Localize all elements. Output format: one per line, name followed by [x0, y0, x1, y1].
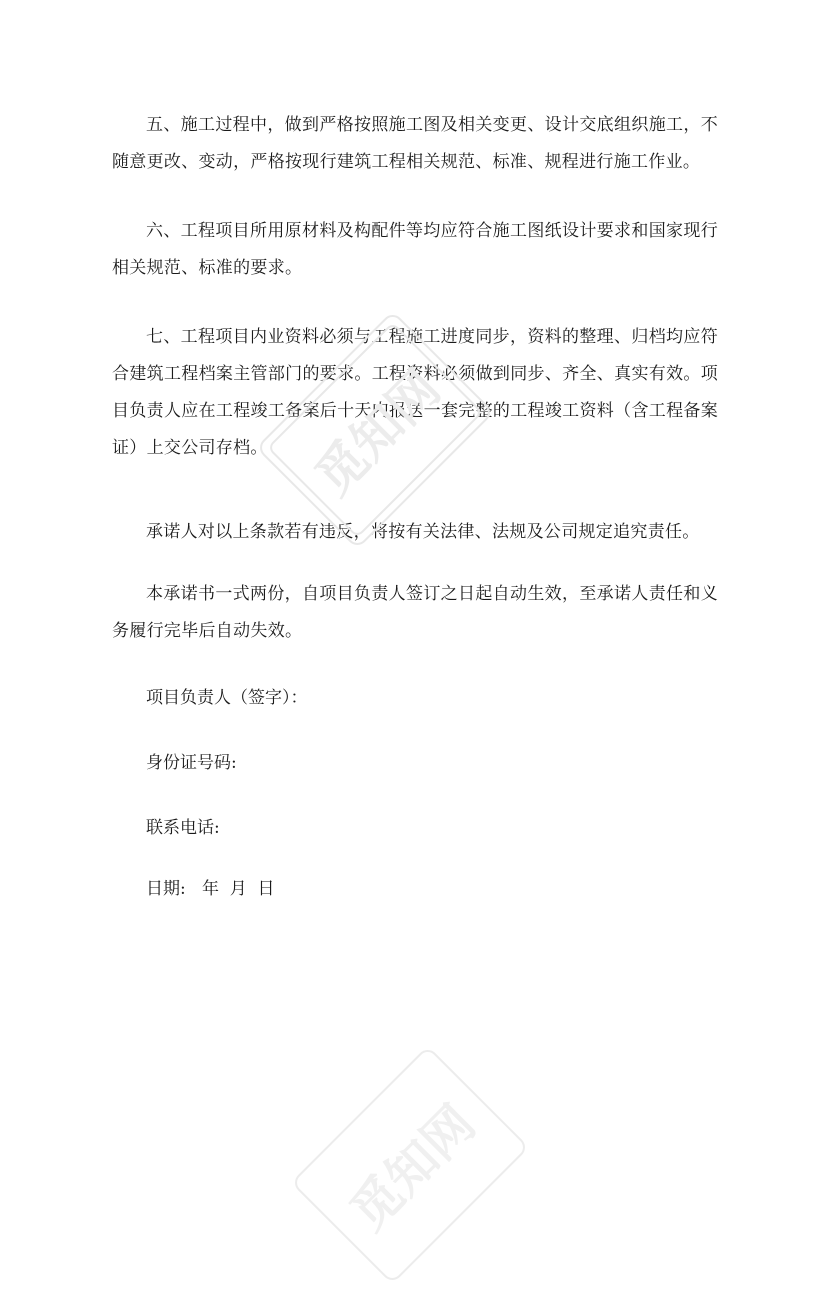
id-number-label: 身份证号码: [146, 753, 237, 773]
clause-five-paragraph: 五、施工过程中，做到严格按照施工图及相关变更、设计交底组织施工，不随意更改、变动，严格按现行建筑工程相关规范、标准、规程进行施工作业。 [112, 115, 718, 172]
liability-paragraph: 承诺人对以上条款若有违反，将按有关法律、法规及公司规定追究责任。 [146, 522, 700, 542]
date-label: 日期: 年 月 日 [146, 879, 275, 899]
watermark-text: 觅知网 [339, 1094, 487, 1242]
watermark-text: 觅知网 [304, 359, 452, 507]
clause-six-paragraph: 六、工程项目所用原材料及构配件等均应符合施工图纸设计要求和国家现行相关规范、标准的要求。 [112, 221, 718, 278]
clause-seven-paragraph: 七、工程项目内业资料必须与工程施工进度同步，资料的整理、归档均应符合建筑工程档案主管部门的要求。工程资料必须做到同步、齐全、真实有效。项目负责人应在工程竣工备案后十天内报送一套完整的工程竣工资料（含工程备案证）上交公司存档。 [112, 327, 718, 458]
validity-paragraph: 本承诺书一式两份，自项目负责人签订之日起自动生效，至承诺人责任和义务履行完毕后自动失效。 [112, 584, 718, 641]
contact-phone-label: 联系电话: [146, 818, 220, 838]
watermark-frame [292, 1047, 528, 1283]
project-leader-signature-label: 项目负责人（签字）： [146, 688, 308, 708]
watermark-logo-bottom [286, 1041, 533, 1288]
